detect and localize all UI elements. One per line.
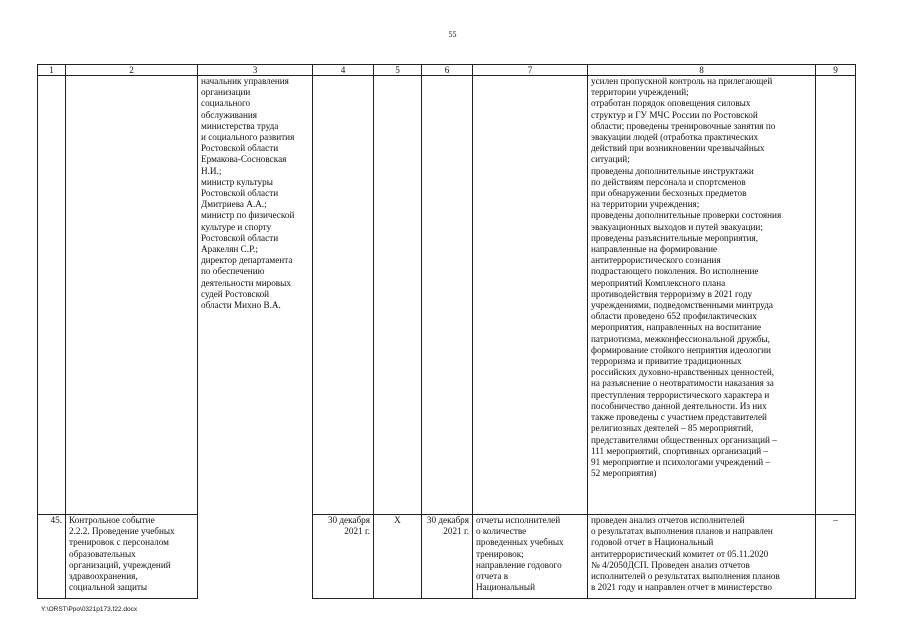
text-line: тренировок;	[476, 548, 524, 559]
text-line: при обнаружении бесхозных предметов	[591, 188, 747, 199]
column-number: 9	[816, 65, 856, 76]
actual-date-cell	[422, 515, 473, 599]
text-line: территории учреждений;	[591, 87, 689, 98]
text-line: религиозных деятелей – 85 мероприятий,	[591, 423, 754, 434]
text-line: по обеспечению	[201, 266, 265, 277]
plan-table	[37, 64, 856, 599]
column-number: 6	[422, 65, 473, 76]
text-line: по действиям персонала и спортсменов	[591, 176, 746, 187]
cell-result-type	[473, 76, 588, 515]
row-45	[38, 515, 856, 599]
text-line: начальник управления	[201, 76, 289, 86]
planned-date-cell	[313, 515, 374, 599]
text-line: антитеррористический комитет от 05.11.2020	[591, 548, 769, 559]
text-line: также проведены с участием представителей	[591, 412, 767, 423]
text-line: направленные на формирование	[591, 244, 718, 255]
text-line: социальной защиты	[69, 582, 148, 593]
column-number: 2	[66, 65, 198, 76]
text-line: директор департамента	[201, 255, 293, 266]
continued-row	[38, 76, 856, 515]
text-line: проведены разъяснительные мероприятия,	[591, 232, 759, 243]
text-line: организаций, учреждений	[69, 559, 171, 570]
text-line: эвакуации людей (отработка практических	[591, 132, 759, 143]
note-cell: –	[816, 515, 856, 599]
text-line: организации	[201, 87, 251, 98]
cell-date-fact	[422, 76, 473, 515]
text-line: 2021 г.	[344, 526, 370, 537]
text-line: отчеты исполнителей	[476, 515, 561, 525]
responsible-cell	[198, 76, 313, 515]
text-line: мероприятия, направленных на воспитание	[591, 322, 762, 333]
text-line: 30 декабря	[327, 515, 370, 525]
text-line: Ростовской области	[201, 143, 279, 154]
responsible-cell	[198, 515, 313, 599]
text-line: проведены дополнительные проверки состояния	[591, 210, 782, 221]
text-line: культуре и спорту	[201, 221, 272, 232]
text-line: формирование стойкого неприятия идеологии	[591, 344, 771, 355]
text-line: Ермакова-Сосновская	[201, 154, 287, 165]
text-line: тренировок с персоналом	[69, 537, 169, 548]
text-line: на территории учреждения;	[591, 199, 700, 210]
text-line: ситуаций;	[591, 154, 630, 165]
text-line: области Михно В.А.	[201, 300, 281, 311]
column-number: 7	[473, 65, 588, 76]
text-line: эвакуационных выходов и путей эвакуации;	[591, 221, 763, 232]
text-line: судей Ростовской	[201, 288, 270, 299]
text-line: учреждениями, подведомственными минтруда	[591, 300, 773, 311]
text-line: проведен анализ отчетов исполнителей	[591, 515, 745, 525]
result-description-cell	[588, 515, 816, 599]
text-line: антитеррористического сознания	[591, 255, 721, 266]
text-line: Н.И.;	[201, 165, 222, 176]
result-description-cell	[588, 76, 816, 515]
text-line: 2021 г.	[443, 526, 469, 537]
column-number-row	[38, 65, 856, 76]
text-line: российских духовно-нравственных ценностей,	[591, 367, 775, 378]
text-line: о количестве	[476, 526, 527, 537]
text-line: терроризма и привитие традиционных	[591, 356, 742, 367]
text-line: подрастающего поколения. Во исполнение	[591, 266, 759, 277]
text-line: представителями общественных организаций –	[591, 434, 777, 445]
text-line: проведенных учебных	[476, 537, 564, 548]
column-number: 5	[374, 65, 422, 76]
text-line: обслуживания	[201, 109, 258, 120]
column-number: 8	[588, 65, 816, 76]
text-line: Аракелян С.Р.;	[201, 244, 258, 255]
cell-x	[374, 76, 422, 515]
text-line: на разъяснение о неотвратимости наказания за	[591, 378, 774, 389]
text-line: министр по физической	[201, 210, 295, 221]
text-line: преступления террористического характера и	[591, 389, 770, 400]
row-number: 45.	[38, 515, 66, 599]
event-cell	[66, 515, 198, 599]
text-line: Национальный	[476, 582, 535, 593]
text-line: здравоохранения,	[69, 571, 138, 582]
text-line: структур и ГУ МЧС России по Ростовской	[591, 109, 758, 120]
cell-note	[816, 76, 856, 515]
text-line: 52 мероприятия)	[591, 468, 657, 479]
result-type-cell	[473, 515, 588, 599]
text-line: о результатах выполнения планов и направлен	[591, 526, 773, 537]
text-line: мероприятий Комплексного плана	[591, 277, 726, 288]
cell-date-plan	[313, 76, 374, 515]
text-line: 111 мероприятий, спортивных организаций –	[591, 445, 769, 456]
text-line: социального	[201, 98, 251, 109]
text-line: Ростовской области	[201, 232, 279, 243]
text-line: области проведено 652 профилактических	[591, 311, 757, 322]
cell-num	[38, 76, 66, 515]
text-line: деятельности мировых	[201, 277, 291, 288]
text-line: Ростовской области	[201, 188, 279, 199]
text-line: № 4/2050ДСП. Проведен анализ отчетов	[591, 559, 750, 570]
text-line: области; проведены тренировочные занятия по	[591, 120, 776, 131]
column-number: 4	[313, 65, 374, 76]
text-line: в 2021 году и направлен отчет в министерство	[591, 582, 772, 593]
text-line: отчета в	[476, 571, 509, 582]
file-path-footer: Y:\ORST\Ppo\0321p173.f22.docx	[41, 606, 138, 613]
text-line: годовой отчет в Национальный	[591, 537, 714, 548]
text-line: и социального развития	[201, 132, 295, 143]
column-number: 3	[198, 65, 313, 76]
text-line: противодействия терроризму в 2021 году	[591, 288, 753, 299]
text-line: отработан порядок оповещения силовых	[591, 98, 751, 109]
text-line: патриотизма, межконфессиональной дружбы,	[591, 333, 770, 344]
text-line: Контрольное событие	[69, 515, 155, 525]
x-mark-cell: Х	[374, 515, 422, 599]
text-line: образовательных	[69, 548, 136, 559]
cell-event	[66, 76, 198, 515]
text-line: пособничество данной деятельности. Из них	[591, 400, 767, 411]
text-line: проведены дополнительные инструктажи	[591, 165, 754, 176]
text-line: направление годового	[476, 559, 562, 570]
text-line: исполнителей о результатах выполнения планов	[591, 571, 780, 582]
text-line: 30 декабря	[426, 515, 469, 525]
column-number: 1	[38, 65, 66, 76]
text-line: Дмитриева А.А.;	[201, 199, 267, 210]
text-line: министерства труда	[201, 120, 279, 131]
text-line: министр культуры	[201, 176, 273, 187]
text-line: действий при возникновении чрезвычайных	[591, 143, 765, 154]
text-line: 2.2.2. Проведение учебных	[69, 526, 175, 537]
text-line: усилен пропускной контроль на прилегающей	[591, 76, 773, 86]
text-line: 91 мероприятие и психологами учреждений –	[591, 456, 771, 467]
page-number: 55	[448, 30, 457, 39]
